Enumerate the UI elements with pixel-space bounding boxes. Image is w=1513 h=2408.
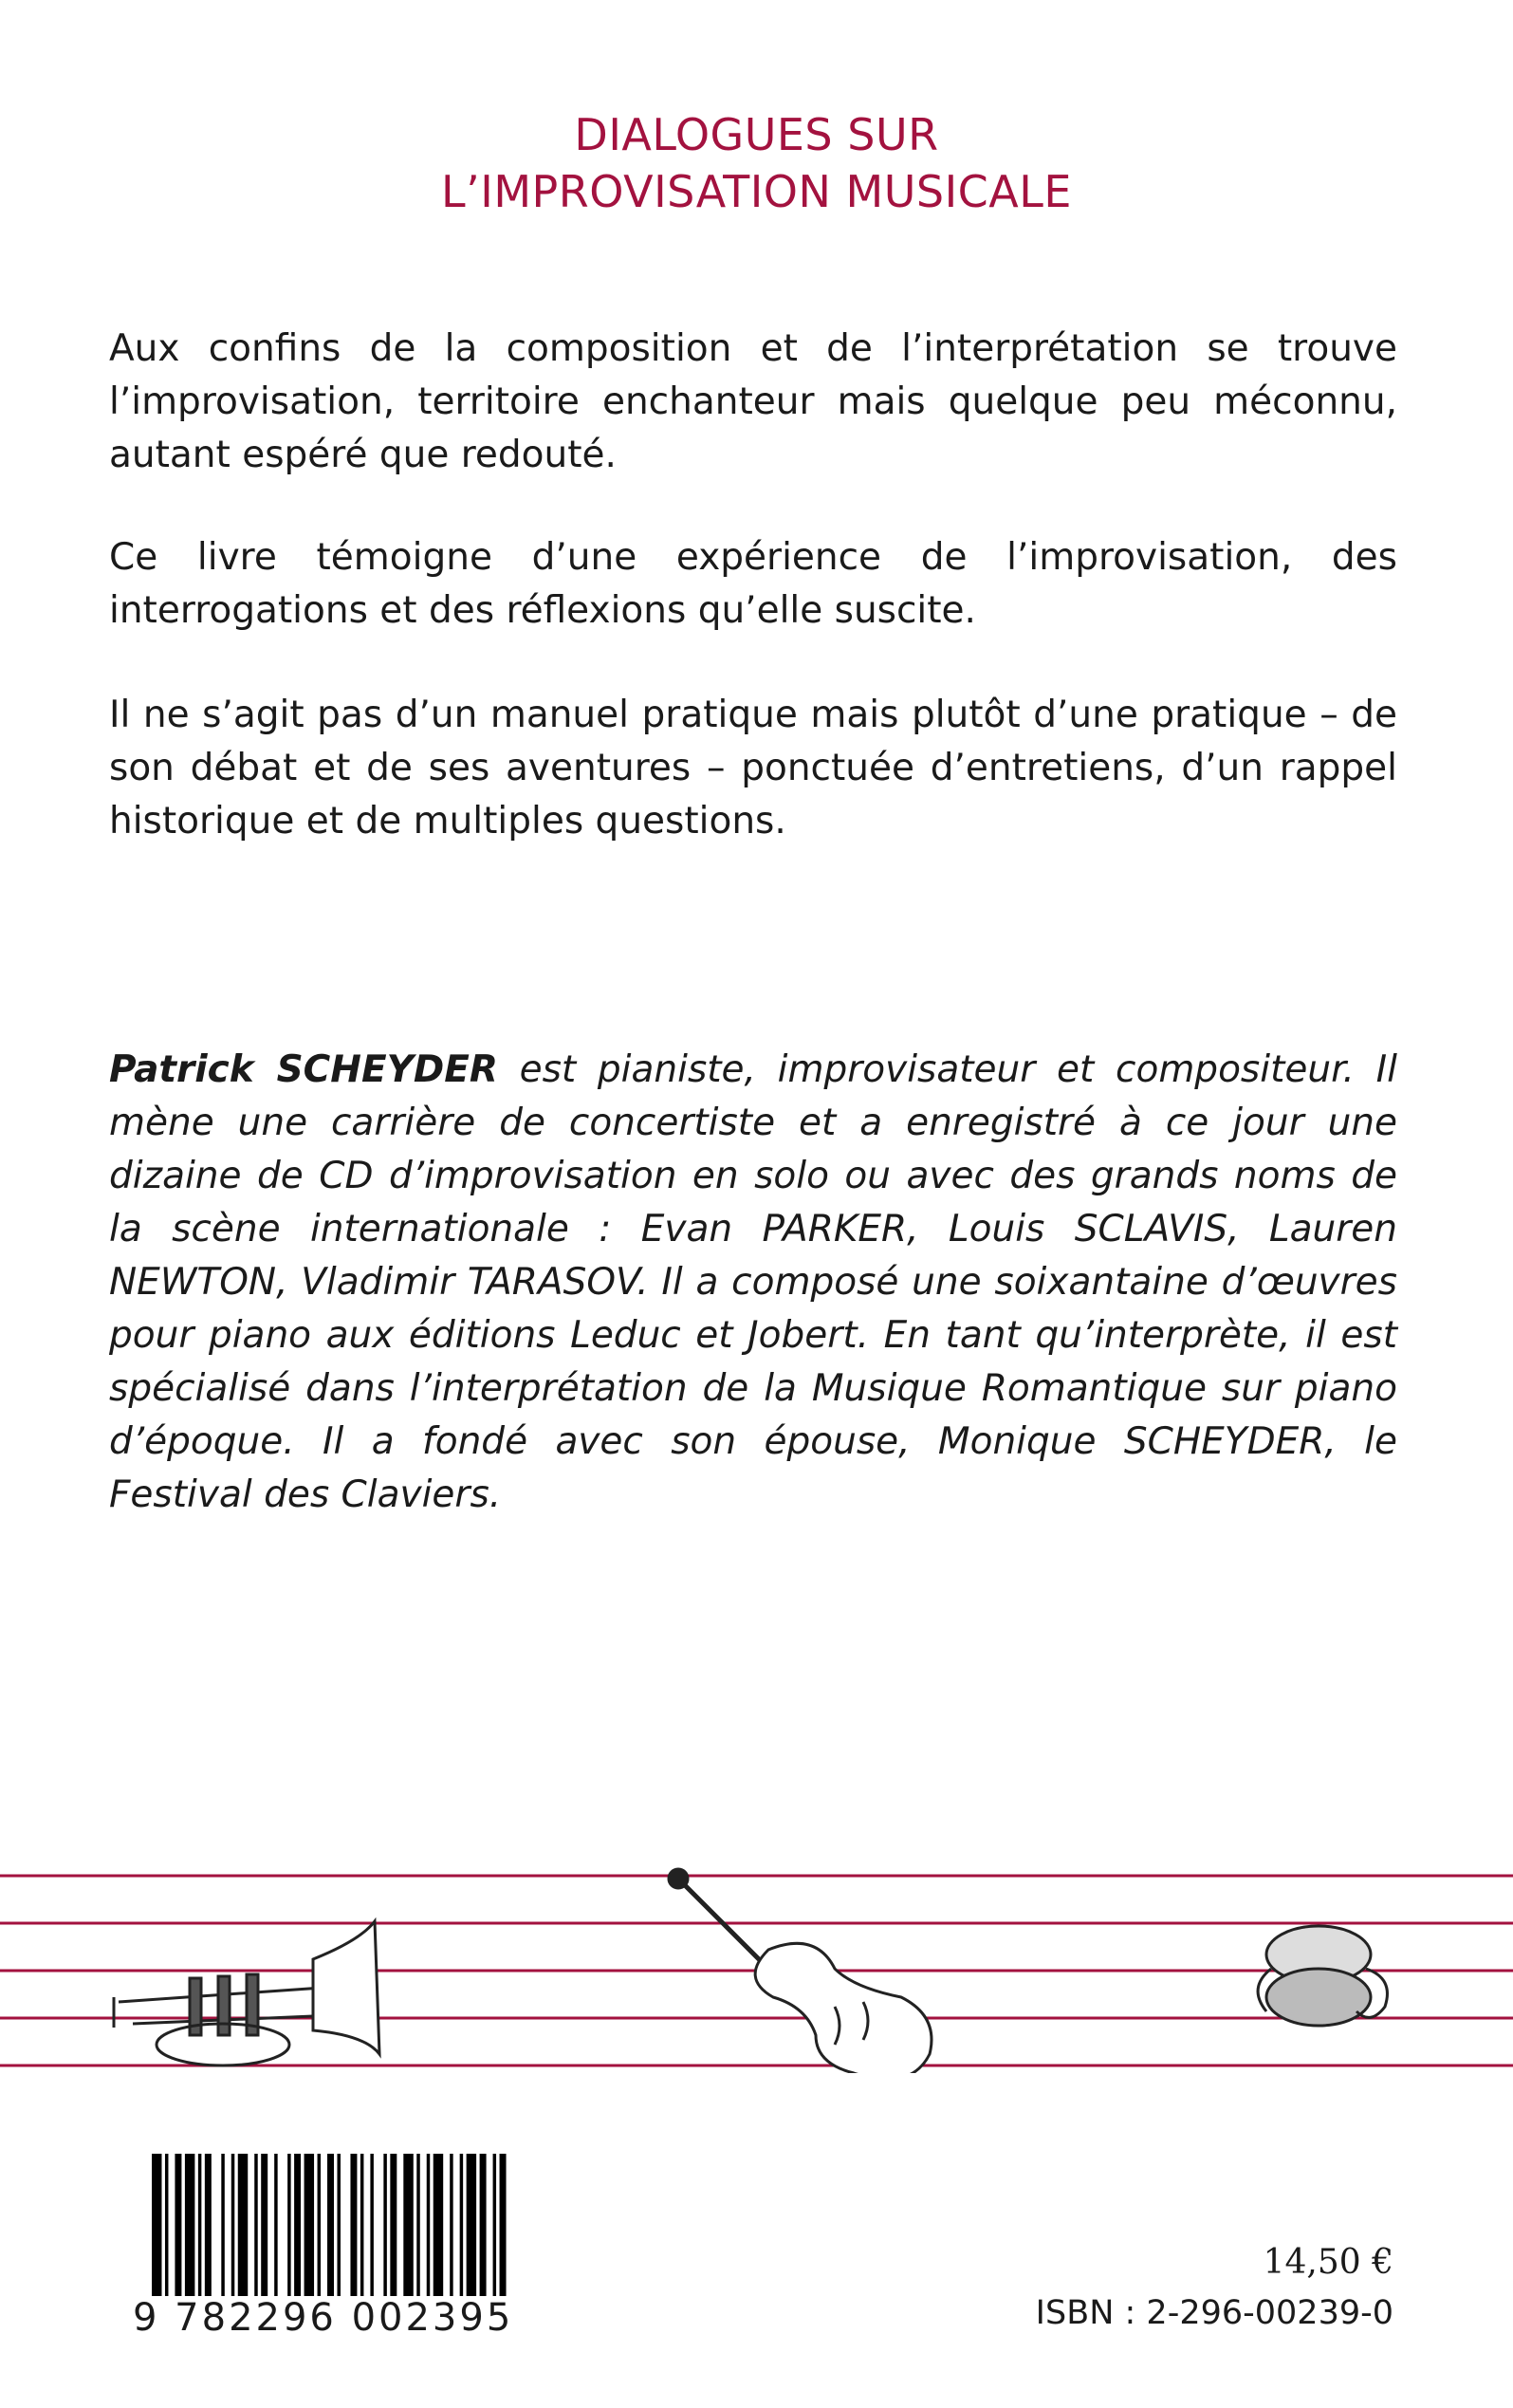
barcode-bar xyxy=(287,2154,290,2296)
paragraph-3: Il ne s’agit pas d’un manuel pratique mais plutôt d’une pratique – de son débat et de ses aventures – ponctuée d’entretiens, d’un rappel historique et de multiples questions. xyxy=(109,694,1397,843)
barcode-digits: 9 782296 002395 xyxy=(133,2296,514,2340)
barcode-bar xyxy=(360,2154,363,2296)
barcode-bar xyxy=(403,2154,413,2296)
barcode-bar xyxy=(493,2154,496,2296)
barcode-bar xyxy=(274,2154,277,2296)
title-line-1: DIALOGUES SUR xyxy=(574,109,939,160)
trumpet-icon xyxy=(114,1921,379,2065)
barcode-bar xyxy=(304,2154,314,2296)
barcode-bar xyxy=(427,2154,430,2296)
music-staff-illustration xyxy=(0,1864,1513,2073)
barcode-bar xyxy=(450,2154,452,2296)
barcode-bar xyxy=(294,2154,301,2296)
barcode-bar xyxy=(480,2154,487,2296)
book-title xyxy=(0,106,1513,220)
barcode-bar xyxy=(261,2154,268,2296)
barcode-bar xyxy=(165,2154,168,2296)
barcode-bar xyxy=(370,2154,373,2296)
barcode-bar xyxy=(205,2154,212,2296)
barcode-icon xyxy=(152,2154,516,2296)
barcode-bar xyxy=(185,2154,194,2296)
barcode-bar xyxy=(327,2154,334,2296)
barcode-bar xyxy=(460,2154,463,2296)
barcode-bar xyxy=(238,2154,248,2296)
barcode-bar xyxy=(254,2154,257,2296)
barcode-bar xyxy=(383,2154,386,2296)
barcode-bar xyxy=(221,2154,224,2296)
barcode-bar xyxy=(231,2154,234,2296)
barcode-bar xyxy=(467,2154,476,2296)
isbn: ISBN : 2-296-00239-0 xyxy=(1035,2294,1393,2332)
barcode-bar xyxy=(175,2154,181,2296)
cymbals-icon xyxy=(1258,1926,1387,2026)
title-line-2: L’IMPROVISATION MUSICALE xyxy=(441,166,1072,217)
barcode-bar xyxy=(500,2154,507,2296)
barcode-bar xyxy=(434,2154,443,2296)
price: 14,50 € xyxy=(1263,2243,1393,2282)
barcode-bar xyxy=(350,2154,357,2296)
paragraph-1: Aux confins de la composition et de l’interprétation se trouve l’improvisation, territoire enchanteur mais quelque peu méconnu, autant espéré que redouté. xyxy=(109,327,1397,476)
barcode-bar xyxy=(337,2154,340,2296)
author-bio-text: est pianiste, improvisateur et compositeur. Il mène une carrière de concertiste et a enregistré à ce jour une dizaine de CD d’improvisation en solo ou avec des grands noms de la scène internationale : Evan PARKER, Louis SCLAVIS, Lauren NEWTON, Vladimir TARASOV. Il a composé une soixantaine d’œuvres pour piano aux éditions Leduc et Jobert. En tant qu’interprète, il est spécialisé dans l’interprétation de la Musique Romantique sur piano d’époque. Il a fondé avec son épouse, Monique SCHEYDER, le Festival des Claviers. xyxy=(109,1048,1397,1516)
barcode-bar xyxy=(152,2154,161,2296)
barcode-bar xyxy=(390,2154,397,2296)
barcode-bar xyxy=(198,2154,201,2296)
paragraph-2: Ce livre témoigne d’une expérience de l’improvisation, des interrogations et des réflexions qu’elle suscite. xyxy=(109,536,1397,632)
barcode-bar xyxy=(416,2154,419,2296)
author-name: Patrick SCHEYDER xyxy=(109,1048,498,1091)
barcode-bar xyxy=(318,2154,321,2296)
author-bio xyxy=(109,1044,1397,1522)
